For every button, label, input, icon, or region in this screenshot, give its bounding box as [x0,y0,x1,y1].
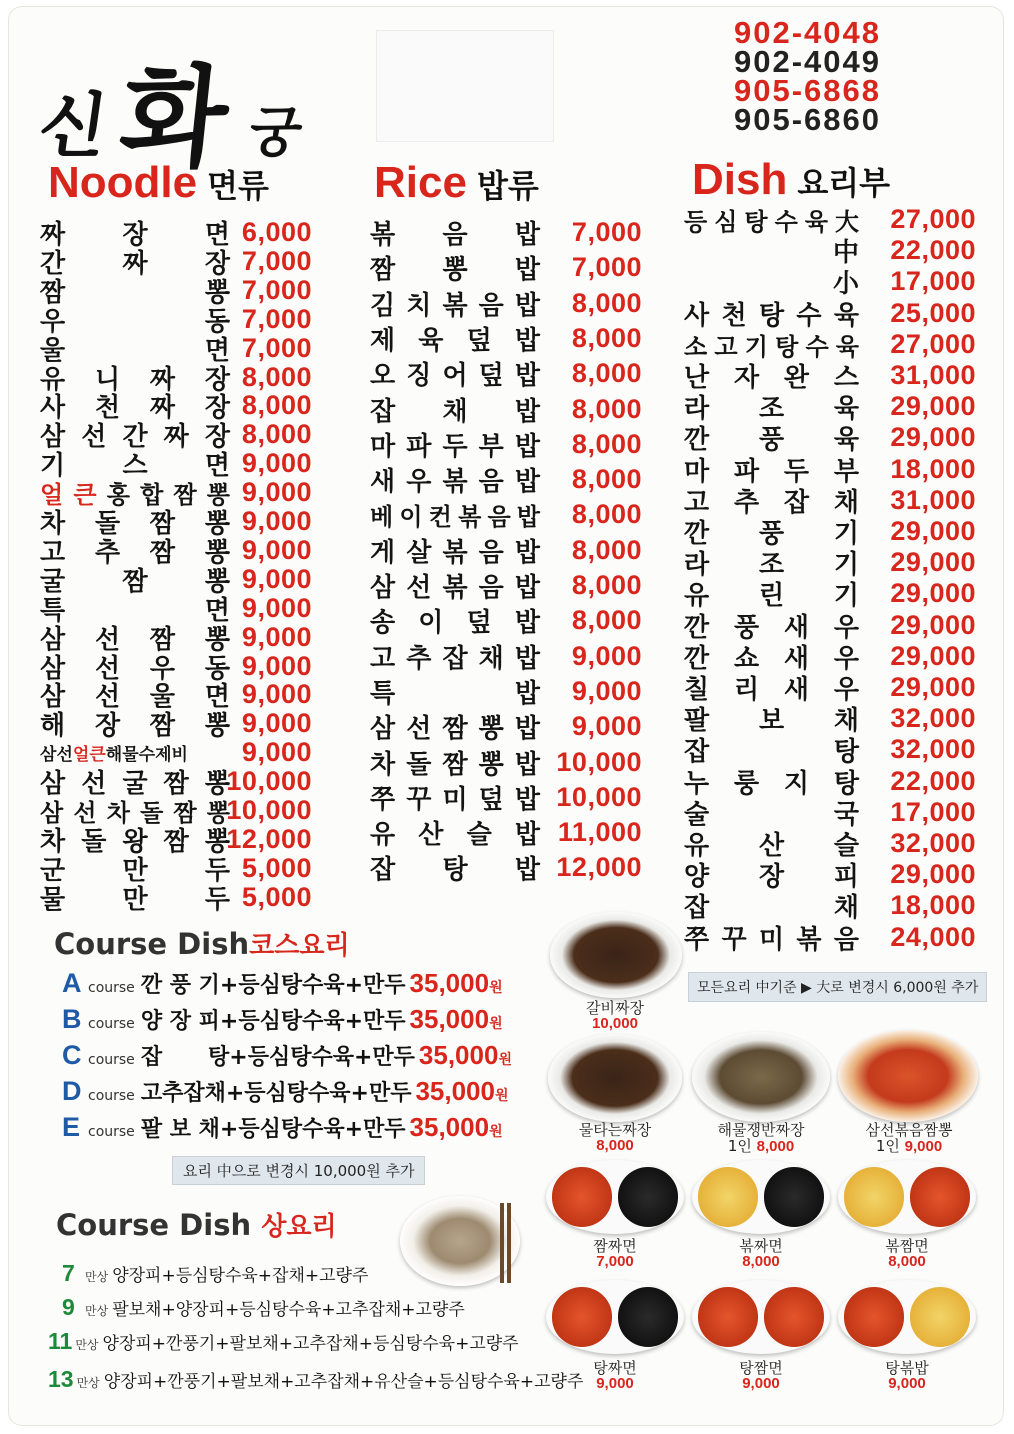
course-item[interactable]: Dcourse 고추잡채+등심탕수육+만두 35,000원 [62,1076,509,1106]
menu-item-name: 깐 풍 기 [684,519,859,549]
food-photo [548,1034,682,1122]
menu-item-price: 9,000 [571,640,642,671]
menu-item-name: 누 룽 지 탕 [684,768,859,799]
menu-item-name: 해 장 짬 뽕 [40,711,230,742]
menu-item-price: 8,000 [571,358,642,389]
menu-row[interactable] [684,672,976,705]
menu-item-name: 小 [832,269,859,300]
menu-item-price: 7,000 [571,217,642,247]
menu-row[interactable] [684,205,976,234]
photo-caption: 갈비짜장 10,000 [586,999,644,1032]
restaurant-logo: 신 화 궁 [33,53,307,182]
menu-item-price: 29,000 [890,640,976,671]
photo-caption: 볶짜면 8,000 [739,1237,783,1270]
phone-number[interactable]: 905-6860 [734,102,882,137]
menu-item-name: 삼 선 볶 음 밥 [370,573,540,603]
menu-item-price: 9,000 [571,711,642,742]
menu-item-price: 24,000 [890,921,976,952]
sang-item[interactable]: 11 만상 양장피+깐풍기+팔보채+고추잡채+등심탕수육+고량주 [48,1328,519,1354]
menu-item-price: 29,000 [890,422,976,453]
menu-row[interactable] [40,592,312,626]
menu-item-name: 등 심 탕 수 육 大 [684,208,859,236]
sang-item[interactable]: 9 만상 팔보채+양장피+등심탕수육+고추잡채+고량주 [62,1294,465,1320]
menu-item-price: 29,000 [890,578,976,609]
menu-item-price: 8,000 [571,428,642,459]
menu-item-price: 9,000 [241,621,312,652]
course-upgrade-note: 요리 中으로 변경시 10,000원 추가 [172,1156,425,1185]
menu-item-price: 11,000 [557,817,642,848]
menu-item-name: 간 짜 장 [40,248,230,279]
menu-row[interactable] [370,217,642,250]
food-photo [546,1280,684,1354]
menu-item-price: 9,000 [241,737,312,768]
menu-item-name: 팔 보 채 [684,706,859,737]
menu-item-price: 27,000 [890,204,976,234]
menu-item-price: 17,000 [890,266,976,297]
menu-row[interactable] [40,332,312,366]
menu-item-price: 5,000 [241,852,312,883]
menu-item-price: 9,000 [241,448,312,479]
menu-item-price: 9,000 [241,534,312,565]
menu-row[interactable] [684,266,976,300]
menu-row[interactable] [40,477,312,510]
menu-row[interactable] [40,852,312,886]
menu-item-price: 25,000 [890,297,976,328]
menu-item-price: 9,000 [571,675,642,706]
phone-number[interactable]: 902-4048 [734,15,882,50]
menu-row[interactable] [40,708,312,742]
menu-item-name: 깐 풍 육 [684,425,859,456]
menu-row[interactable] [40,679,312,713]
course-item[interactable]: Ecourse 팔 보 채+등심탕수육+만두 35,000원 [62,1112,503,1142]
dish-section-title: Dish 요리부 [692,155,891,204]
menu-item-price: 29,000 [890,547,976,578]
course-item[interactable]: Bcourse 양 장 피+등심탕수육+만두 35,000원 [62,1004,503,1034]
menu-item-price: 8,000 [571,605,642,636]
menu-row[interactable] [684,297,976,331]
menu-item-name: 라 조 육 [684,394,859,425]
menu-row[interactable] [684,859,976,893]
menu-row[interactable] [684,422,976,456]
menu-item-name: 유 산 슬 밥 [370,820,540,851]
menu-item-name: 잡 채 밥 [370,396,540,427]
menu-item-price: 8,000 [241,419,312,450]
menu-item-name: 삼 선 간 짜 장 [40,422,230,453]
food-photo [838,1280,976,1354]
menu-item-name: 소 고 기 탕 수 육 [684,332,859,361]
menu-row[interactable] [370,711,642,745]
food-photo [550,912,682,998]
menu-item-name: 우 동 [40,306,230,337]
photo-caption: 짬짜면 7,000 [593,1237,637,1270]
photo-caption: 탕짜면 9,000 [593,1359,637,1392]
menu-item-price: 9,000 [241,477,312,508]
menu-row[interactable] [684,609,976,643]
menu-row[interactable] [40,766,312,800]
menu-item-name: 특 밥 [370,678,540,709]
menu-item-price: 18,000 [890,453,976,484]
noodle-section-title: Noodle 면류 [48,158,269,207]
menu-row[interactable] [40,881,312,915]
menu-row[interactable] [684,765,976,799]
menu-row[interactable] [40,419,312,453]
menu-item-price: 29,000 [890,516,976,546]
photo-caption: 물타는짜장 8,000 [578,1121,652,1154]
menu-item-price: 7,000 [241,303,312,334]
menu-item-name: 베 이 컨 볶 음 밥 [370,503,540,532]
chopsticks-icon [498,1203,514,1283]
menu-row[interactable] [370,605,642,639]
phone-numbers [734,15,984,137]
menu-row[interactable] [684,330,976,359]
rice-section-title: Rice 밥류 [374,158,539,207]
food-photo [692,1160,830,1234]
menu-item-name: 술 국 [684,799,859,830]
menu-item-name: 마 파 두 부 [684,456,859,487]
photo-caption: 볶짬면 8,000 [885,1237,929,1270]
menu-item-price: 32,000 [890,828,976,858]
sang-course-title: Course Dish 상요리 [56,1208,337,1242]
menu-row[interactable] [40,245,312,279]
menu-item-name: 게 살 볶 음 밥 [370,537,540,568]
menu-item-price: 31,000 [890,360,976,390]
menu-row[interactable] [684,734,976,768]
menu-item-name: 마 파 두 부 밥 [370,431,540,462]
menu-row[interactable] [370,746,642,780]
menu-item-name: 잡 채 [684,893,859,924]
menu-row[interactable] [40,650,312,684]
menu-item-name: 굴 짬 뽕 [40,566,230,597]
menu-item-name: 고 추 잡 채 [684,487,859,518]
menu-row[interactable] [684,235,976,269]
menu-item-price: 7,000 [241,332,312,363]
dish-menu-list [684,204,976,955]
menu-item-name: 짬 뽕 [40,277,230,308]
menu-row[interactable] [40,303,312,337]
menu-row[interactable] [370,252,642,286]
menu-row[interactable] [684,453,976,487]
menu-item-name: 제 육 덮 밥 [370,325,540,356]
menu-item-price: 29,000 [890,391,976,422]
menu-item-price: 7,000 [241,245,312,276]
menu-item-name: 쭈 꾸 미 덮 밥 [370,784,540,815]
menu-item-name: 삼 선 짬 뽕 [40,624,230,655]
menu-item-price: 8,000 [571,499,642,530]
food-photo [838,1030,978,1122]
menu-item-price: 9,000 [241,650,312,681]
menu-item-name: 中 [832,238,859,269]
menu-row[interactable] [370,358,642,392]
menu-item-name: 삼 선 굴 짬 뽕 [40,769,230,800]
menu-row[interactable] [370,640,642,674]
menu-item-name: 삼 선 우 동 [40,653,230,684]
menu-row[interactable] [684,921,976,955]
menu-row[interactable] [40,274,312,308]
menu-item-name: 유 린 기 [684,581,859,612]
menu-row[interactable] [370,464,642,498]
food-photo [838,1160,976,1234]
menu-item-name: 사 천 짜 장 [40,393,230,424]
menu-item-price: 8,000 [571,287,642,318]
menu-row[interactable] [370,675,642,709]
menu-item-name: 고 추 잡 채 밥 [370,643,540,674]
menu-item-name: 양 장 피 [684,862,859,893]
menu-row[interactable] [684,796,976,830]
menu-item-price: 12,000 [556,852,642,883]
menu-row[interactable] [370,499,642,532]
menu-row[interactable] [370,817,642,851]
menu-item-name: 특 면 [40,595,230,626]
food-photo [692,1280,830,1354]
menu-item-name: 삼 선 차 돌 짬 뽕 [40,799,230,827]
menu-item-name: 군 만 두 [40,855,230,886]
course-dish-title: Course Dish코스요리 [54,927,350,961]
phone-number[interactable]: 902-4049 [734,44,882,79]
menu-item-name: 김 치 볶 음 밥 [370,290,540,321]
menu-row[interactable] [370,287,642,321]
sang-item[interactable]: 7 만상 양장피+등심탕수육+잡채+고량주 [62,1260,369,1286]
menu-item-price: 32,000 [890,703,976,734]
menu-item-price: 8,000 [241,361,312,392]
menu-item-price: 8,000 [571,534,642,565]
menu-item-price: 29,000 [890,609,976,640]
menu-row[interactable] [684,516,976,549]
menu-item-name: 깐 풍 새 우 [684,612,859,643]
menu-item-name: 잡 탕 밥 [370,855,540,886]
menu-item-price: 32,000 [890,734,976,765]
dish-size-note: 모든요리 中기준 ▶ 大로 변경시 6,000원 추가 [688,972,987,1002]
menu-row[interactable] [684,484,976,518]
menu-item-name: 얼 큰 홍 합 짬 뽕 [40,481,230,510]
menu-row[interactable] [40,506,312,539]
menu-row[interactable] [370,781,642,815]
menu-row[interactable] [684,890,976,924]
food-photo [546,1160,684,1234]
menu-item-name: 고 추 짬 뽕 [40,537,230,568]
menu-row[interactable] [684,640,976,674]
course-item[interactable]: Ccourse 잡 탕+등심탕수육+만두 35,000원 [62,1040,512,1070]
menu-row[interactable] [370,534,642,568]
menu-row[interactable] [370,428,642,462]
menu-item-price: 22,000 [890,235,976,266]
menu-row[interactable] [40,534,312,568]
menu-item-price: 9,000 [241,563,312,594]
menu-row[interactable] [40,217,312,250]
menu-item-price: 9,000 [241,506,312,536]
menu-item-name: 쭈 꾸 미 볶 음 [684,924,859,955]
menu-item-price: 9,000 [241,679,312,710]
menu-row[interactable] [370,570,642,603]
menu-row[interactable] [370,852,642,886]
photo-caption: 탕짬면 9,000 [739,1359,783,1392]
menu-item-price: 8,000 [571,464,642,495]
menu-item-price: 7,000 [571,252,642,283]
menu-row[interactable] [40,563,312,597]
menu-row[interactable] [40,361,312,395]
noodle-menu-list [40,218,312,918]
menu-row[interactable] [370,322,642,356]
menu-item-price: 9,000 [241,592,312,623]
menu-item-price: 8,000 [571,393,642,424]
blank-stamp-area [376,30,554,142]
menu-item-name: 오 징 어 덮 밥 [370,361,540,392]
menu-row[interactable] [684,828,976,861]
menu-item-name: 송 이 덮 밥 [370,608,540,639]
menu-row[interactable] [684,391,976,425]
menu-item-price: 6,000 [241,217,312,247]
menu-item-price: 5,000 [241,881,312,912]
food-photo [692,1032,830,1122]
menu-item-name: 난 자 완 스 [684,363,859,393]
menu-item-name: 라 조 기 [684,550,859,581]
menu-item-name: 삼 선 짬 뽕 밥 [370,714,540,745]
menu-row[interactable] [370,393,642,427]
menu-item-price: 7,000 [241,274,312,305]
menu-item-name: 칠 리 새 우 [684,675,859,705]
course-item[interactable]: Acourse 깐 풍 기+등심탕수육+만두 35,000원 [62,968,503,998]
menu-item-price: 10,000 [556,746,642,777]
menu-item-name: 짬 뽕 밥 [370,255,540,286]
menu-item-name: 울 면 [40,335,230,366]
menu-row[interactable] [684,578,976,612]
menu-item-price: 12,000 [226,823,312,854]
rice-menu-list [370,218,642,888]
menu-item-name: 볶 음 밥 [370,220,540,250]
menu-item-name: 깐 쇼 새 우 [684,643,859,674]
menu-row[interactable] [684,360,976,393]
menu-item-name: 삼 선 얼 큰 해 물 수 제 비 [40,745,188,766]
menu-item-price: 27,000 [890,328,976,359]
menu-item-price: 10,000 [226,766,312,797]
menu-item-price: 29,000 [890,859,976,890]
phone-number[interactable]: 905-6868 [734,73,882,108]
menu-item-name: 기 스 면 [40,451,230,482]
menu-item-name: 잡 탕 [684,737,859,768]
menu-item-name: 차 돌 짬 뽕 [40,509,230,539]
menu-item-name: 차 돌 짬 뽕 밥 [370,749,540,780]
menu-item-price: 18,000 [890,890,976,921]
photo-caption: 삼선볶음짬뽕 1인 9,000 [865,1121,953,1155]
menu-row[interactable] [40,448,312,482]
menu-item-name: 사 천 탕 수 육 [684,300,859,331]
menu-item-price: 9,000 [241,708,312,739]
menu-item-name: 새 우 볶 음 밥 [370,467,540,498]
menu-item-name: 유 니 짜 장 [40,364,230,395]
menu-item-name: 차 돌 왕 짬 뽕 [40,826,230,857]
menu-item-name: 물 만 두 [40,884,230,915]
menu-item-price: 31,000 [890,484,976,515]
menu-item-price: 22,000 [890,765,976,796]
menu-item-price: 17,000 [890,796,976,827]
menu-item-price: 8,000 [571,322,642,353]
menu-item-price: 8,000 [571,570,642,600]
menu-item-price: 8,000 [241,390,312,421]
menu-item-name: 짜 장 면 [40,220,230,250]
menu-row[interactable] [684,547,976,581]
menu-row[interactable] [40,823,312,857]
photo-caption: 해물쟁반짜장 1인 8,000 [717,1121,805,1155]
menu-item-name: 유 산 슬 [684,831,859,861]
sang-item[interactable]: 13 만상 양장피+깐풍기+팔보채+고추잡채+유산슬+등심탕수육+고량주 [48,1366,584,1392]
menu-item-price: 10,000 [556,781,642,812]
menu-item-price: 29,000 [890,672,976,702]
menu-item-name: 삼 선 울 면 [40,682,230,713]
photo-caption: 탕볶밥 9,000 [885,1359,929,1392]
menu-row[interactable] [684,703,976,737]
menu-item-price: 10,000 [226,795,312,825]
menu-row[interactable] [40,621,312,655]
